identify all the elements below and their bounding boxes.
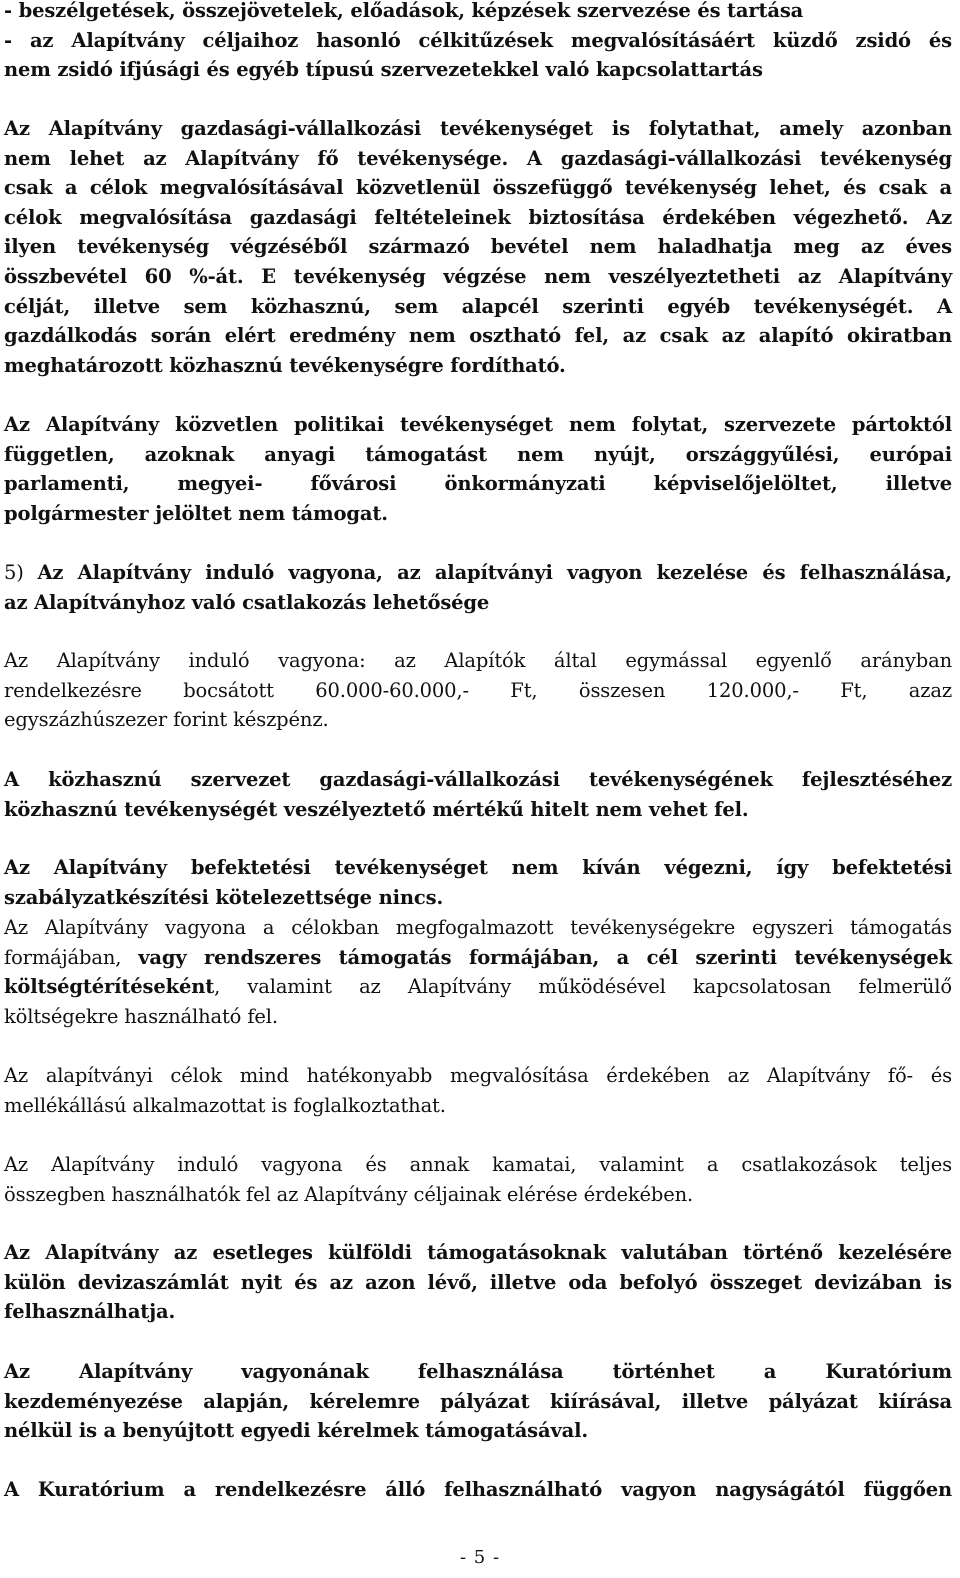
text-line: Az Alapítvány induló vagyona: az Alapítók által egymással egyenlő arányban xyxy=(4,649,952,672)
text-line: rendelkezésre bocsátott 60.000-60.000,- Ft, összesen 120.000,- Ft, azaz xyxy=(4,678,952,702)
page-number: - 5 - xyxy=(459,1547,501,1568)
text-line: nem lehet az Alapítvány fő tevékenysége. A gazdasági-vállalkozási tevékenység xyxy=(4,146,952,170)
text-line: Az Alapítvány vagyona a célokban megfogalmazott tevékenységekre egyszeri támogatás xyxy=(4,916,952,939)
text-line: Az Alapítvány gazdasági-vállalkozási tevékenységet is folytathat, amely azonban xyxy=(4,117,952,140)
text-run: , valamint az Alapítvány működésével kapcsolatosan felmerülő xyxy=(214,975,952,999)
paragraph-political-activity xyxy=(4,410,952,528)
text-line xyxy=(4,558,952,588)
paragraph-board-decisions xyxy=(4,1357,952,1446)
text-line: nem zsidó ifjúsági és egyéb típusú szervezetekkel való kapcsolattartás xyxy=(4,58,763,82)
text-line: külön devizaszámlát nyit és az azon lévő, illetve oda befolyó összeget devizában is xyxy=(4,1270,952,1294)
text-line: összegben használhatók fel az Alapítvány céljainak elérése érdekében. xyxy=(4,1182,694,1206)
paragraph-economic-activity xyxy=(4,114,952,380)
text-line: Az Alapítvány vagyonának felhasználása történhet a Kuratórium xyxy=(4,1360,952,1383)
paragraph-credit xyxy=(4,765,952,824)
text-line: célját, illetve sem közhasznú, sem alapcél szerinti egyéb tevékenységét. A xyxy=(4,294,952,318)
text-line: csak a célok megvalósításával közvetlenül összefüggő tevékenység lehet, és csak a xyxy=(4,176,952,200)
paragraph-board-assets xyxy=(4,1475,952,1505)
text-line: mellékállású alkalmazottat is foglalkoztathat. xyxy=(4,1093,446,1117)
text-line: Az alapítványi célok mind hatékonyabb megvalósítása érdekében az Alapítvány fő- és xyxy=(4,1064,952,1087)
paragraph-employees xyxy=(4,1061,952,1120)
text-line: az Alapítványhoz való csatlakozás lehetősége xyxy=(4,590,490,614)
text-line: gazdálkodás során elért eredmény nem osztható fel, az csak az alapító okiratban xyxy=(4,324,952,348)
paragraph-interest xyxy=(4,1150,952,1209)
section-number: 5) xyxy=(4,561,38,584)
text-line: egyszázhúszezer forint készpénz. xyxy=(4,708,329,732)
paragraph-initial-assets xyxy=(4,646,952,735)
text-line: - az Alapítvány céljaihoz hasonló célkitűzések megvalósításáért küzdő zsidó és xyxy=(4,28,952,52)
text-line: ilyen tevékenység végzéséből származó bevétel nem haladhatja meg az éves xyxy=(4,235,952,259)
paragraph-activities-list xyxy=(4,0,952,85)
text-line: Az Alapítvány az esetleges külföldi támogatásoknak valutában történő kezelésére xyxy=(4,1241,952,1264)
text-run-bold: költségtérítéseként xyxy=(4,975,215,999)
text-line xyxy=(4,972,952,1002)
text-line: - beszélgetések, összejövetelek, előadások, képzések szervezése és tartása xyxy=(4,0,804,22)
paragraph-foreign-currency xyxy=(4,1238,952,1327)
text-run: formájában, xyxy=(4,945,139,969)
section-title: Az Alapítvány induló vagyona, az alapítványi vagyon kezelése és felhasználása, xyxy=(37,561,952,584)
text-line: Az Alapítvány induló vagyona és annak kamatai, valamint a csatlakozások teljes xyxy=(4,1153,952,1176)
text-line: célok megvalósítása gazdasági feltételeinek biztosítása érdekében végezhető. Az xyxy=(4,205,952,229)
text-line: szabályzatkészítési kötelezettsége nincs. xyxy=(4,885,444,909)
text-line: közhasznú tevékenységét veszélyeztető mértékű hitelt nem vehet fel. xyxy=(4,797,749,821)
text-line: kezdeményezése alapján, kérelemre pályázat kiírásával, illetve pályázat kiírása xyxy=(4,1389,952,1413)
text-line: felhasználhatja. xyxy=(4,1300,176,1324)
text-line: nélkül is a benyújtott egyedi kérelmek támogatásával. xyxy=(4,1419,589,1443)
text-line: összbevétel 60 %-át. E tevékenység végzése nem veszélyeztetheti az Alapítvány xyxy=(4,264,952,288)
paragraph-investment xyxy=(4,853,952,912)
text-line: költségekre használható fel. xyxy=(4,1004,278,1028)
text-line: parlamenti, megyei- fővárosi önkormányzati képviselőjelöltet, illetve xyxy=(4,472,952,496)
text-line: polgármester jelöltet nem támogat. xyxy=(4,501,388,525)
text-line: Az Alapítvány befektetési tevékenységet nem kíván végezni, így befektetési xyxy=(4,856,952,879)
paragraph-asset-use xyxy=(4,913,952,1031)
text-line: független, azoknak anyagi támogatást nem nyújt, országgyűlési, európai xyxy=(4,442,952,466)
text-line xyxy=(4,943,952,973)
text-line: A közhasznú szervezet gazdasági-vállalkozási tevékenységének fejlesztéséhez xyxy=(4,768,952,791)
text-line: A Kuratórium a rendelkezésre álló felhasználható vagyon nagyságától függően xyxy=(4,1478,952,1501)
text-line: meghatározott közhasznú tevékenységre fordítható. xyxy=(4,353,566,377)
text-line: Az Alapítvány közvetlen politikai tevékenységet nem folytat, szervezete pártoktól xyxy=(4,413,952,436)
section-heading xyxy=(4,558,952,617)
text-run-bold: vagy rendszeres támogatás formájában, a cél szerinti tevékenységek xyxy=(138,945,952,969)
